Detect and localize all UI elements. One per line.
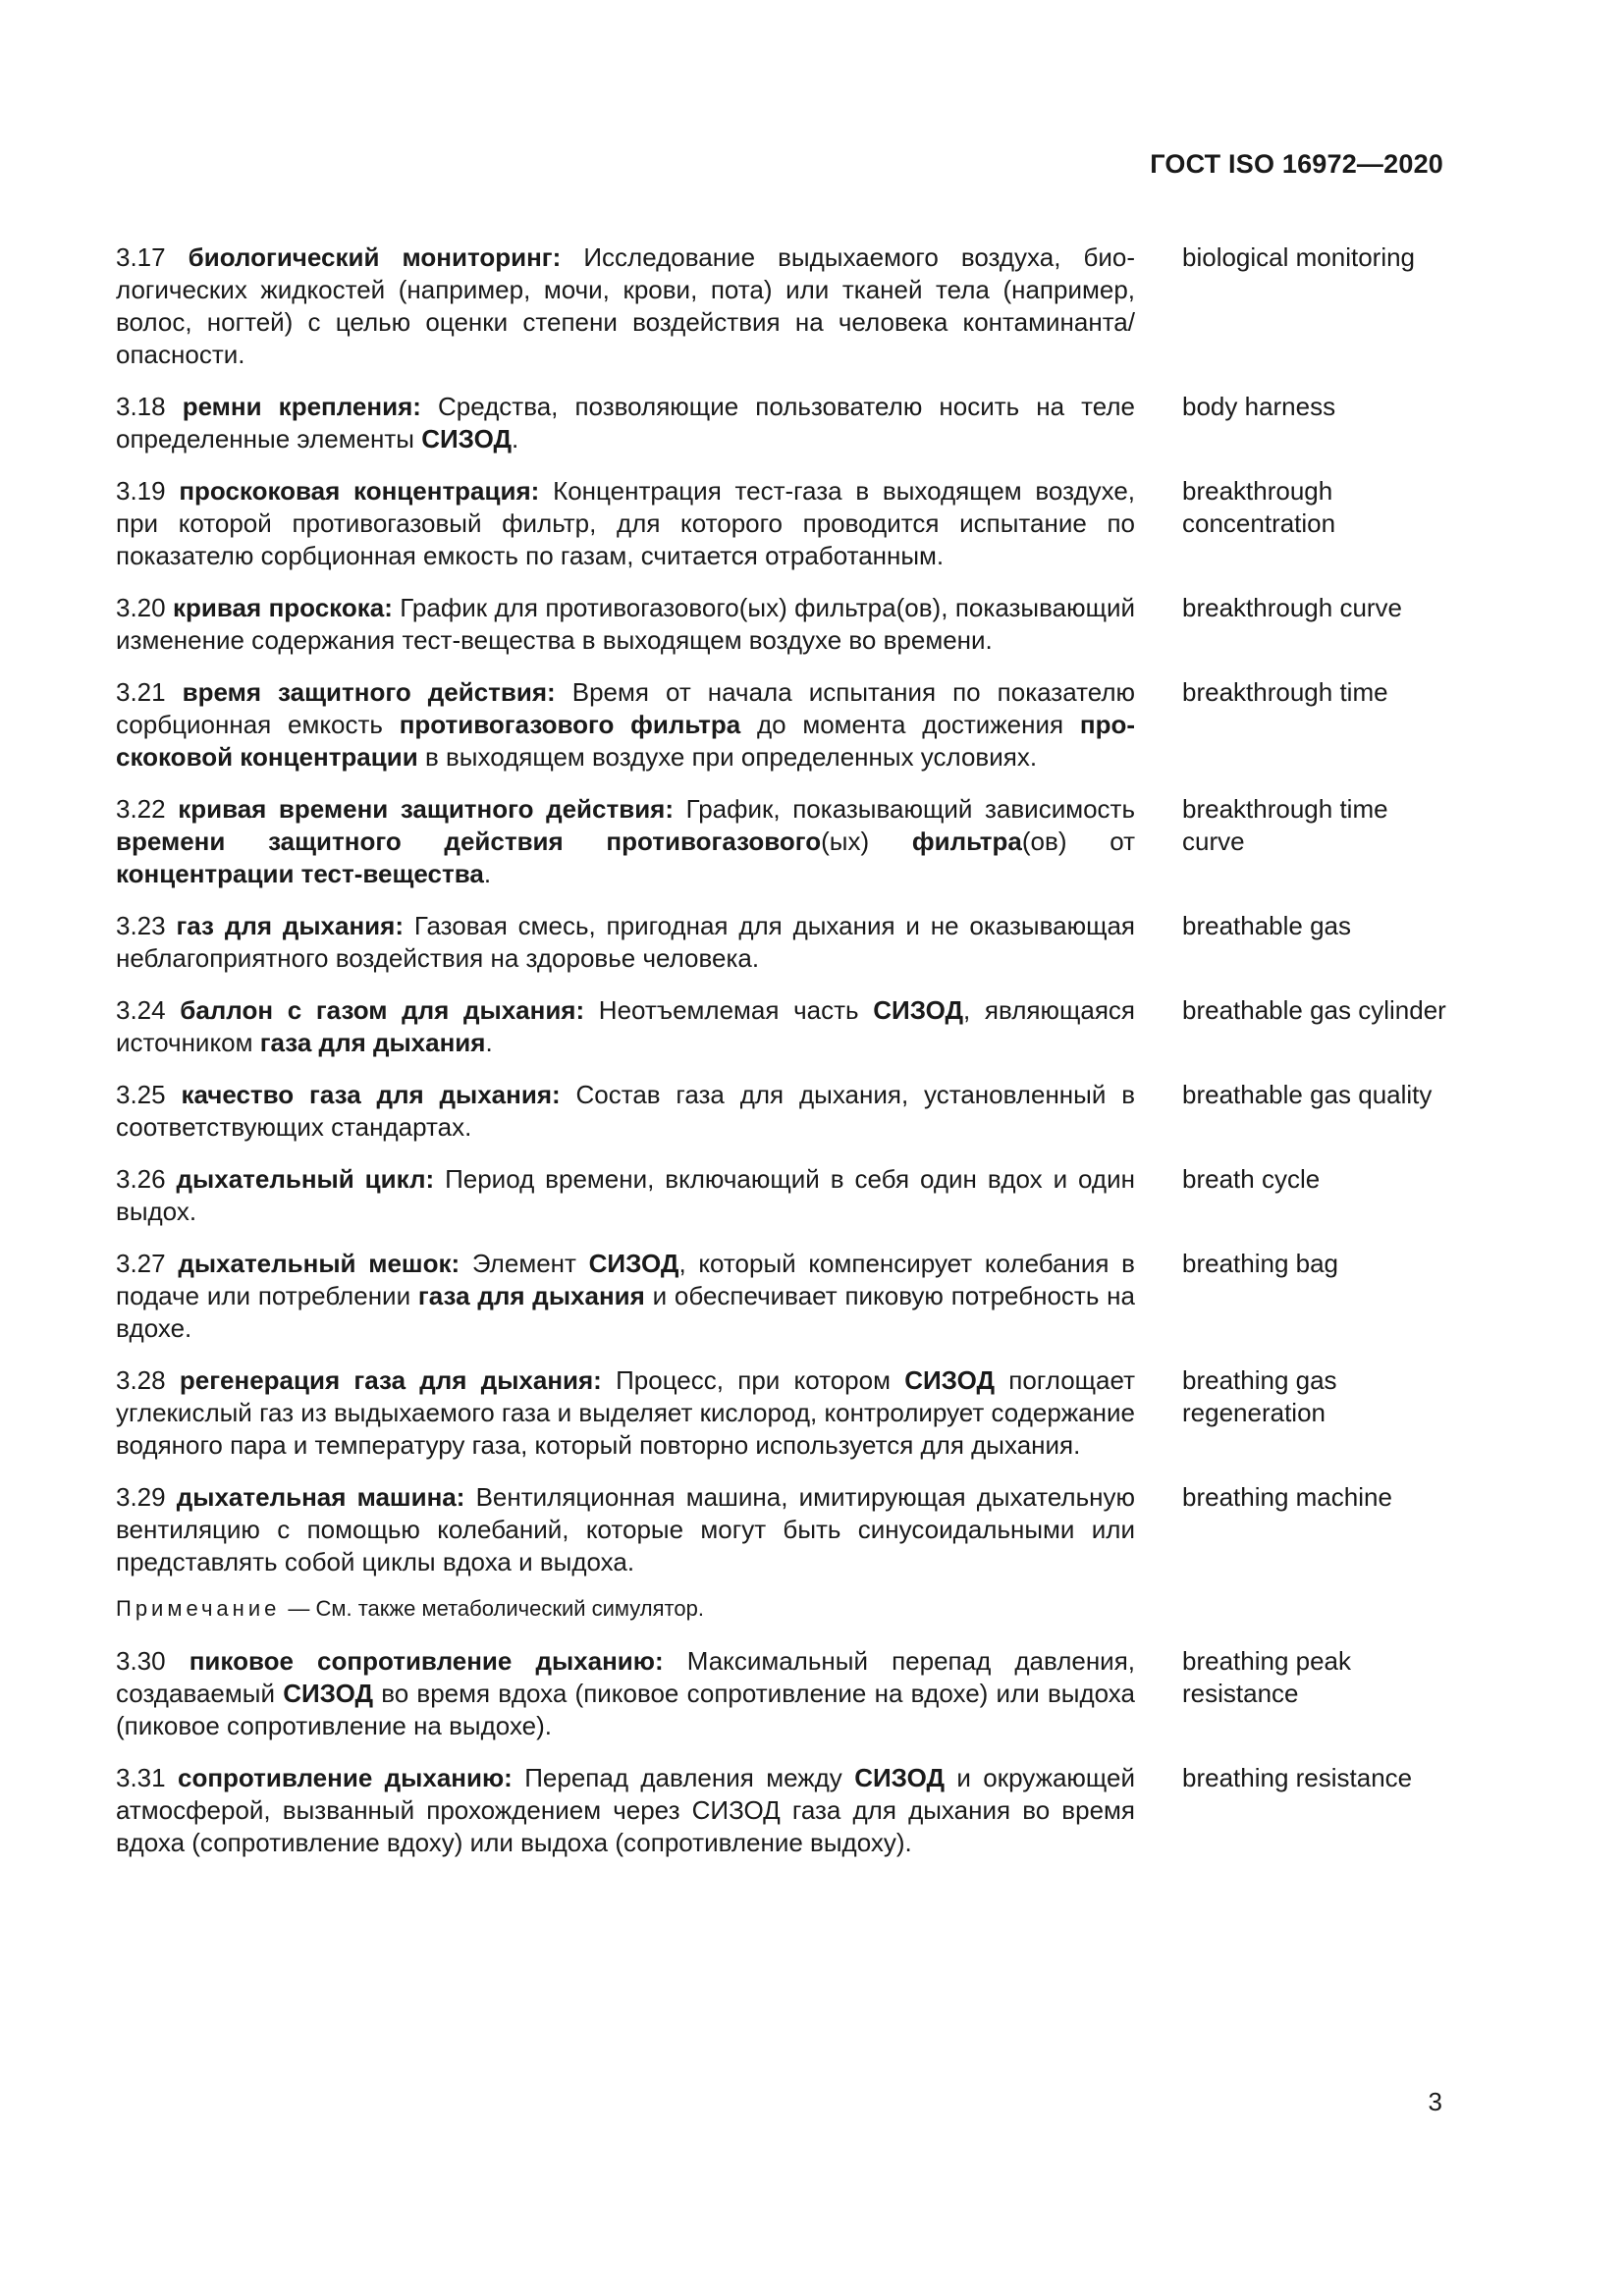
term-text-run: Максимальный перепад давления, создаваемый bbox=[116, 1646, 1136, 1708]
term-bold-run: качество газа для дыхания: bbox=[181, 1080, 561, 1109]
term-text-run: 3.22 bbox=[116, 794, 179, 824]
term-entry-3-28 bbox=[116, 1364, 1451, 1462]
term-text-run: Состав газа для дыхания, установленный в соответствующих стандартах. bbox=[116, 1080, 1136, 1142]
term-entry-3-23 bbox=[116, 910, 1451, 975]
term-entry-3-19 bbox=[116, 475, 1451, 572]
term-definition-ru bbox=[116, 910, 1135, 975]
term-text-run: 3.17 bbox=[116, 242, 189, 272]
term-text-run: 3.19 bbox=[116, 476, 180, 506]
term-text-run: Период времени, включающий в себя один вдох и один выдох. bbox=[116, 1164, 1135, 1226]
term-text-run: Перепад давления между bbox=[512, 1763, 855, 1792]
term-bold-run: фильтра bbox=[911, 827, 1022, 856]
term-entry-3-21 bbox=[116, 676, 1451, 774]
term-bold-run: пиковое сопротивление дыханию: bbox=[189, 1646, 664, 1676]
terms-list bbox=[116, 241, 1451, 1879]
term-bold-run: противогазового фильтра bbox=[399, 710, 741, 739]
term-text-run: График, показывающий зависимость bbox=[674, 794, 1136, 824]
term-bold-run: времени защитного действия противогазового bbox=[116, 827, 822, 856]
term-entry-3-17 bbox=[116, 241, 1451, 371]
term-bold-run: СИЗОД bbox=[421, 424, 513, 454]
term-text-run: График для противогазового(ых) фильтра(ов), показывающий изменение содержания тест-вещества в выходящем воздухе во времени. bbox=[116, 593, 1136, 655]
term-definition-ru bbox=[116, 1079, 1135, 1144]
term-text-run: . bbox=[485, 1028, 493, 1057]
term-text-run: 3.27 bbox=[116, 1249, 179, 1278]
term-bold-run: сопротивление дыханию: bbox=[177, 1763, 513, 1792]
term-text-run: 3.26 bbox=[116, 1164, 177, 1194]
term-definition-ru bbox=[116, 1248, 1135, 1345]
term-text-run: . bbox=[483, 859, 492, 888]
term-english: breathable gas bbox=[1182, 911, 1352, 940]
term-bold-run: биологический мониторинг: bbox=[188, 242, 562, 272]
term-definition-ru bbox=[116, 676, 1135, 774]
term-text-run: , являющаяся источником bbox=[116, 995, 1135, 1057]
term-text-run: до момента достижения bbox=[740, 710, 1080, 739]
term-bold-run: СИЗОД bbox=[854, 1763, 945, 1792]
term-entry-3-20 bbox=[116, 592, 1451, 657]
term-text-run: Время от начала испытания по показателю сорбционная емкость bbox=[116, 677, 1136, 739]
term-definition-ru bbox=[116, 1481, 1135, 1578]
term-bold-run: СИЗОД bbox=[904, 1365, 996, 1395]
term-text-run: 3.25 bbox=[116, 1080, 182, 1109]
term-definition-ru bbox=[116, 241, 1135, 371]
note-label: Примечание bbox=[116, 1596, 281, 1621]
term-english: breakthrough concentration bbox=[1182, 476, 1336, 538]
term-definition-ru bbox=[116, 475, 1135, 572]
term-english: breathing gas regeneration bbox=[1182, 1365, 1337, 1427]
term-definition-ru bbox=[116, 793, 1135, 890]
term-bold-run: кривая проскока: bbox=[173, 593, 393, 622]
page-number: 3 bbox=[1428, 2087, 1442, 2116]
term-text-run: 3.28 bbox=[116, 1365, 180, 1395]
term-entry-3-27 bbox=[116, 1248, 1451, 1345]
term-text-run: 3.31 bbox=[116, 1763, 178, 1792]
term-bold-run: дыхательный цикл: bbox=[176, 1164, 435, 1194]
document-header: ГОСТ ISO 16972—2020 bbox=[1150, 149, 1443, 179]
term-definition-ru bbox=[116, 391, 1135, 455]
term-text-run: во время вдоха (пиковое сопротивление на вдохе) или выдоха (пиковое сопротивление на выдохе). bbox=[116, 1679, 1135, 1740]
term-text-run: Газовая смесь, пригодная для дыхания и не оказывающая неблагоприятного воздействия на здоровье человека. bbox=[116, 911, 1136, 973]
term-english: breathing peak resistance bbox=[1182, 1646, 1352, 1708]
term-entry-3-25 bbox=[116, 1079, 1451, 1144]
term-definition-ru bbox=[116, 592, 1135, 657]
term-bold-run: дыхательный мешок: bbox=[178, 1249, 460, 1278]
term-definition-ru bbox=[116, 1762, 1135, 1859]
term-text-run: 3.29 bbox=[116, 1482, 177, 1512]
term-bold-run: время защитного действия: bbox=[182, 677, 556, 707]
term-english: breathing resistance bbox=[1182, 1763, 1413, 1792]
term-bold-run: дыхательная машина: bbox=[176, 1482, 465, 1512]
term-bold-run: баллон с газом для дыхания: bbox=[180, 995, 585, 1025]
term-bold-run: газа для дыхания bbox=[417, 1281, 645, 1310]
note-text: — См. также метаболический симулятор. bbox=[288, 1596, 704, 1621]
term-english: breakthrough curve bbox=[1182, 593, 1403, 622]
term-text-run: 3.30 bbox=[116, 1646, 189, 1676]
term-english: breathable gas quality bbox=[1182, 1080, 1433, 1109]
term-english: breath cycle bbox=[1182, 1164, 1321, 1194]
term-text-run: Средства, позволяющие пользователю носить на теле определенные элементы bbox=[116, 392, 1136, 454]
term-bold-run: СИЗОД bbox=[588, 1249, 679, 1278]
term-text-run: 3.21 bbox=[116, 677, 183, 707]
term-text-run: 3.24 bbox=[116, 995, 181, 1025]
term-bold-run: регенерация газа для дыхания: bbox=[179, 1365, 602, 1395]
term-text-run: в выходящем воздухе при определенных условиях. bbox=[417, 742, 1038, 772]
term-text-run: 3.20 bbox=[116, 593, 174, 622]
term-english: body harness bbox=[1182, 392, 1336, 421]
term-entry-3-30 bbox=[116, 1645, 1451, 1742]
term-text-run: Процесс, при котором bbox=[601, 1365, 905, 1395]
term-definition-ru bbox=[116, 1163, 1135, 1228]
term-entry-3-29 bbox=[116, 1481, 1451, 1578]
term-text-run: Вентиляционная машина, имитирующая дыхательную вентиляцию с помощью колебаний, которые могут быть синусоидальными или представлять собой циклы вдоха и выдоха. bbox=[116, 1482, 1135, 1576]
term-text-run: 3.23 bbox=[116, 911, 177, 940]
term-text-run: (ов) от bbox=[1021, 827, 1135, 856]
term-entry-3-31 bbox=[116, 1762, 1451, 1859]
term-entry-3-18 bbox=[116, 391, 1451, 455]
term-entry-3-24 bbox=[116, 994, 1451, 1059]
term-entry-3-22 bbox=[116, 793, 1451, 890]
term-definition-ru bbox=[116, 1645, 1135, 1742]
term-english: breathable gas cylinder bbox=[1182, 995, 1446, 1025]
term-text-run: и окружающей атмосферой, вызванный прохождением через СИЗОД газа для дыхания во время вдоха (сопротивление вдоху) или выдоха (сопротивление выдоху). bbox=[116, 1763, 1136, 1857]
term-text-run: , который компенсирует колебания в подаче или потреблении bbox=[116, 1249, 1135, 1310]
term-bold-run: проскоковой концентрации bbox=[116, 710, 1135, 772]
term-text-run: Элемент bbox=[460, 1249, 589, 1278]
term-text-run: (ых) bbox=[821, 827, 912, 856]
note bbox=[116, 1594, 1451, 1624]
term-english: breakthrough time curve bbox=[1182, 794, 1388, 856]
term-text-run: Концентрация тест-газа в выходящем воздухе, при которой противогазовый фильтр, для которого проводится испытание по показателю сорбционная емкость по газам, считается отработанным. bbox=[116, 476, 1136, 570]
term-text-run: и обеспечивает пиковую потребность на вдохе. bbox=[116, 1281, 1135, 1343]
term-text-run: Исследование выдыхаемого воздуха, биологических жидкостей (например, мочи, крови, пота) или тканей тела (например, волос, ногтей) с целью оценки степени воздействия на человека контаминанта/опасности. bbox=[116, 242, 1136, 369]
term-english: breathing bag bbox=[1182, 1249, 1339, 1278]
term-text-run: поглощает углекислый газ из выдыхаемого газа и выделяет кислород, контролирует содержание водяного пара и температуру газа, который повторно используется для дыхания. bbox=[116, 1365, 1136, 1460]
term-english: breathing machine bbox=[1182, 1482, 1392, 1512]
term-english: breakthrough time bbox=[1182, 677, 1388, 707]
term-text-run: . bbox=[512, 424, 519, 454]
term-text-run: 3.18 bbox=[116, 392, 183, 421]
term-bold-run: газа для дыхания bbox=[259, 1028, 486, 1057]
term-bold-run: концентрации тест-вещества bbox=[116, 859, 484, 888]
term-bold-run: проскоковая концентрация: bbox=[179, 476, 540, 506]
term-english: biological monitoring bbox=[1182, 242, 1416, 272]
term-bold-run: кривая времени защитного действия: bbox=[178, 794, 675, 824]
term-bold-run: СИЗОД bbox=[283, 1679, 373, 1708]
term-text-run: Неотъемлемая часть bbox=[584, 995, 874, 1025]
term-bold-run: ремни крепления: bbox=[182, 392, 421, 421]
term-entry-3-26 bbox=[116, 1163, 1451, 1228]
term-bold-run: СИЗОД bbox=[873, 995, 964, 1025]
term-bold-run: газ для дыхания: bbox=[176, 911, 404, 940]
term-definition-ru bbox=[116, 1364, 1135, 1462]
term-definition-ru bbox=[116, 994, 1135, 1059]
